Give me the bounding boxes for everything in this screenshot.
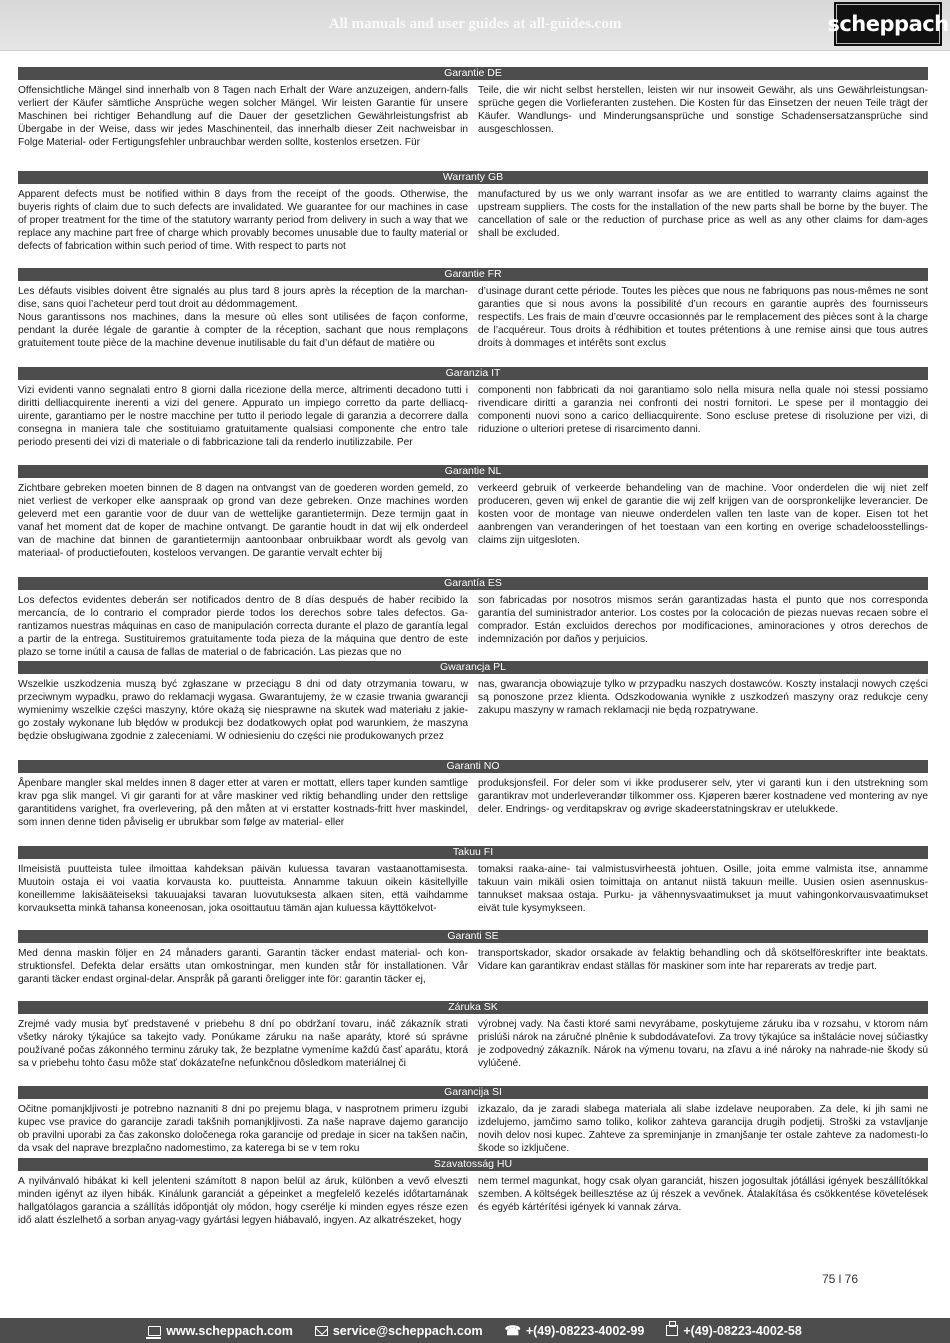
- warranty-section: [18, 1001, 928, 1070]
- paragraph: tomaksi raaka-aine- tai valmistusvirheestä johtuen. Osille, joita emme valmista itse, annamme takuun vain mikäli osien toimittaja on antanut niistä takuun meille. Uusien osien asennuskus-tannukset maksaa ostaja. Purku- ja vähennysvaatimukset ja muut vahingonkorvausvaatimukset eivät tule kysymykseen.: [478, 864, 928, 915]
- paragraph: Zichtbare gebreken moeten binnen de 8 dagen na ontvangst van de goederen worden gemeld, zo niet verliest de verkoper elke aanspraak op grond van deze gebreken. Onze machines worden geleverd met een garantie voor de duur van de wettelijke garantietermijn. Deze termijn gaat in vanaf het moment dat de koper de machine ontvangt. De garantie houdt in dat wij elk onderdeel van de machine dat binnen de garantietermijn aantoonbaar onbruikbaar wordt als gevolg van materiaal- of productiefouten, kosteloos vervangen. De garantie vervalt echter bij: [18, 483, 468, 560]
- warranty-section: [18, 577, 928, 659]
- paragraph: A nyilvánvaló hibákat ki kell jelenteni számított 8 napon belül az áruk, különben a vevő elveszti minden igényt az ilyen hibák. Kinálunk garanciát a gépeinket a megfelelő kezelés időtartamának hallgatólagos garancia a szállítás időpontját oly módon, hogy cserélje ki minden egyes része ezen idő alatt észlelhető a sorban anyag-vagy gyártási legyen hiábavaló, ingyen. Az alkatrészeket, hogy: [18, 1176, 468, 1227]
- section-heading: Takuu FI: [18, 846, 928, 859]
- section-heading: Garanti SE: [18, 930, 928, 943]
- column-right: [478, 678, 928, 743]
- paragraph: výrobnej vady. Na časti ktoré sami nevyrábame, poskytujeme záruku iba v rozsahu, v ktorom nám prislúši nárok na záručné plnênie k subdodávateľovi. Za trovy týkajúce sa inštalácie novej súčiastky je zodpovedný zákazník. Nárok na výmenu tovaru, na zľavu a iné nároky na nahrade-nie škody sú vylúčené.: [478, 1019, 928, 1070]
- footer-web-text: www.scheppach.com: [166, 1323, 293, 1338]
- section-columns: [18, 188, 928, 253]
- column-right: [478, 777, 928, 829]
- column-left: [18, 594, 468, 659]
- column-left: [18, 947, 468, 986]
- section-columns: [18, 1018, 928, 1070]
- warranty-section: [18, 268, 928, 350]
- section-columns: [18, 84, 928, 149]
- section-heading: Garanzia IT: [18, 367, 928, 380]
- column-left: [18, 1018, 468, 1070]
- paragraph: verkeerd gebruik of verkeerde behandeling van de machine. Voor onderdelen die wij niet zelf produceren, geven wij enkel de garantie die wij zelf krijgen van de oorspronkelijke leverancier. De kosten voor de montage van nieuwe onderdelen vallen ten laste van de koper. Eisen tot het aanbrengen van veranderingen of het toestaan van een korting en overige schadeloosstellings-claims zijn uitgesloten.: [478, 483, 928, 547]
- paragraph: Teile, die wir nicht selbst herstellen, leisten wir nur insoweit Gewähr, als uns Gewährleistungsan-sprüche gegen die Vorlieferanten zustehen. Die Kosten für das Einsetzen der neuen Teile trägt der Käufer. Wandlungs- und Minderungsansprüche und sonstige Schadensersatzansprüche sind ausgeschlossen.: [478, 85, 928, 136]
- section-heading: Garantie FR: [18, 268, 928, 281]
- column-left: [18, 285, 468, 350]
- paragraph: izkazalo, da je zaradi slabega materiala ali slabe izdelave neuporaben. Za dele, ki jih sami ne izdelujemo, jamčimo samo toliko, kolikor zahteva garancija drugih podjetij. Stroški za vstavljanje novih delov nosi kupec. Zahteve za spreminjanje in zmanjšanje ter ostale zahteve za nadomestı-lo škode so izključene.: [478, 1104, 928, 1155]
- page-number: 75 l 76: [822, 1272, 859, 1286]
- section-heading: Warranty GB: [18, 171, 928, 184]
- column-right: [478, 594, 928, 659]
- warranty-section: [18, 1086, 928, 1155]
- column-right: [478, 863, 928, 915]
- paragraph: Åpenbare mangler skal meldes innen 8 dager etter at varen er mottatt, ellers taper kunden samtlige krav pga slik mangel. Vi gir garanti for at våre maskiner ved riktig behandling under den rettslige garantitidens varighet, fra overlevering, på den måten at vi erstatter kostnads-fritt hver maskindel, som innen denne tiden påviselig er ubrukbar som følge av material- eller: [18, 778, 468, 829]
- paragraph: manufactured by us we only warrant insofar as we are entitled to warranty claims against the upstream suppliers. The costs for the installation of the new parts shall be borne by the buyer. The cancellation of sale or the reduction of purchase price as well as any other claims for dam-ages shall be excluded.: [478, 189, 928, 240]
- paragraph: nas, gwarancja obowiązuje tylko w przypadku naszych dostawców. Koszty instalacji nowych części są ponoszone przez klienta. Odszkodowania wynikłe z uszkodzeń maszyny oraz redukcje ceny zakupu maszyny w ramach reklamacji nie będą rozpatrywane.: [478, 679, 928, 717]
- column-left: [18, 84, 468, 149]
- column-left: [18, 863, 468, 915]
- section-heading: Garancija SI: [18, 1086, 928, 1099]
- paragraph: son fabricadas por nosotros mismos serán garantizadas hasta el punto que nos corresponda garantía del suministrador anterior. Los costes por la colocación de piezas nuevas recaen sobre el comprador. Están excluidos derechos por modificaciones, aminoraciones y otros derechos de indemnización por daños y perjuicios.: [478, 595, 928, 646]
- paragraph: Los defectos evidentes deberán ser notificados dentro de 8 días después de haber recibido la mercancía, de lo contrario el comprador pierde todos los derechos sobre tales defectos. Ga-rantizamos nuestras máquinas en caso de manipulación correcta durante el plazo de garantía legal a partir de la entrega. Sustituiremos gratuitamente toda pieza de la máquina que dentro de este plazo se torne inútil a causa de fallas de material o de fabricación. Las piezas que no: [18, 595, 468, 659]
- monitor-icon: [148, 1326, 161, 1336]
- warranty-section: [18, 367, 928, 449]
- column-right: [478, 1018, 928, 1070]
- column-right: [478, 188, 928, 253]
- column-right: [478, 1175, 928, 1227]
- section-heading: Garanti NO: [18, 760, 928, 773]
- paragraph: Apparent defects must be notified within 8 days from the receipt of the goods. Otherwise, the buyeris rights of claim due to such defects are invalidated. We guarantee for our machines in case of proper treatment for the time of the statutory warranty period from delivery in such a way that we replace any machine part free of charge which provably becomes unusable due to faulty material or defects of fabrication within such period of time. With respect to parts not: [18, 189, 468, 253]
- footer-phone[interactable]: [505, 1324, 645, 1338]
- column-right: [478, 947, 928, 986]
- section-columns: [18, 1103, 928, 1155]
- paragraph: Offensichtliche Mängel sind innerhalb von 8 Tagen nach Erhalt der Ware anzuzeigen, andern-falls verliert der Käufer sämtliche Ansprüche wegen solcher Mängel. Wir leisten Garantie für unsere Maschinen bei richtiger Behandlung auf die Dauer der gesetzlichen Gewährleistungsfrist ab Übergabe in der Weise, dass wir jedes Maschinenteil, das innerhalb dieser Zeit nachweisbar in Folge Material- oder Fertigungsfehler unbrauchbar werden sollte, kostenlos ersetzen. Für: [18, 85, 468, 149]
- column-left: [18, 188, 468, 253]
- paragraph: Nous garantissons nos machines, dans la mesure où elles sont utilisées de façon conforme, pendant la durée légale de garantie à compter de la réception, sachant que nous remplaçons gratuitement toute pièce de la machine devenue inutilisable du fait d’un défaut de matière ou: [18, 312, 468, 350]
- section-columns: [18, 285, 928, 350]
- column-right: [478, 285, 928, 350]
- section-columns: [18, 1175, 928, 1227]
- column-right: [478, 384, 928, 449]
- paragraph: Vizi evidenti vanno segnalati entro 8 giorni dalla ricezione della merce, altrimenti decadono tutti i diritti delliacquirente inerenti a vizi del genere. Appurato un impiego corretto da parte delliacq-uirente, garantiamo per le nostre macchine per tutto il periodo legale di garanzia a decorrere dalla consegna in maniera tale che sostituiamo gratuitamente qualsiasi componente che entro tale periodo presenti dei vizi di materiale o di fabbricazione tali da renderlo inutilizzabile. Per: [18, 385, 468, 449]
- warranty-section: [18, 930, 928, 986]
- paragraph: d’usinage durant cette période. Toutes les pièces que nous ne fabriquons pas nous-mêmes ne sont garanties que si nous avons la possibilité d’un recours en garantie auprès des fournisseurs respectifs. Les frais de main d’œuvre occasionnés par le remplacement des pièces sont à la charge de l’acquéreur. Tous droits à rédhibition et toutes prétentions à une remise ainsi que tous autres droits à dommages et intérêts sont exclus: [478, 286, 928, 350]
- footer-phone-text: +(49)-08223-4002-99: [525, 1323, 645, 1338]
- warranty-section: [18, 760, 928, 829]
- column-left: [18, 1175, 468, 1227]
- watermark: All manuals and user guides at all-guides.com: [328, 16, 622, 32]
- column-left: [18, 678, 468, 743]
- column-right: [478, 482, 928, 561]
- paragraph: Zrejmé vady musia byť predstavené v priebehu 8 dní po obdržaní tovaru, ináč zákazník strati všetky nároky týkajúce sa takejto vady. Ponúkame záruku na naše aparáty, ktoré sú správne používané počas zákonného terminu záruky tak, že bezplatne vymeníme každú časť aparátu, ktorá sa v priebehu tohto času môže stať dokázateľne nefunkčnou dôsledkom materiálnej či: [18, 1019, 468, 1070]
- footer-web[interactable]: [148, 1324, 293, 1338]
- section-columns: [18, 594, 928, 659]
- warranty-section: [18, 465, 928, 561]
- footer-fax[interactable]: [666, 1324, 802, 1338]
- footer-bar: [0, 1318, 950, 1343]
- column-left: [18, 482, 468, 561]
- footer-email-text: service@scheppach.com: [332, 1323, 483, 1338]
- warranty-section: [18, 67, 928, 149]
- section-columns: [18, 482, 928, 561]
- paragraph: nem termel magunkat, hogy csak olyan garanciát, hiszen jogosultak jótállási igények beszállítókkal szemben. A költségek beillesztése az új részek a vevőnek. Átalakítása és csökkentése követelések és egyéb kártérítési igények ki vannak zárva.: [478, 1176, 928, 1214]
- paragraph: Wszelkie uszkodzenia muszą być zgłaszane w przeciągu 8 dni od daty otrzymania towaru, w przeciwnym wypadku, prawo do reklamacji wygasa. Gwarantujemy, że w czasie trwania gwarancji wymienimy wszelkie części maszyny, które okażą się niesprawne na skutek wad materiału z jakie-go zostały wykonane lub błędów w produkcji bez dodatkowych opłat pod warunkiem, że maszyna będzie obsługiwana zgodnie z zaleceniami. W odniesieniu do części nie produkowanych przez: [18, 679, 468, 743]
- section-heading: Szavatosság HU: [18, 1158, 928, 1171]
- warranty-section: [18, 661, 928, 743]
- paragraph: produksjonsfeil. For deler som vi ikke produserer selv, yter vi garanti kun i den utstrekning som garantikrav mot underleverandør tilkommer oss. Kjøperen bærer kostnadene ved montering av nye deler. Endrings- og verditapskrav og øvrige skadeerstatningskrav er utelukkede.: [478, 778, 928, 816]
- warranty-section: [18, 171, 928, 253]
- paragraph: componenti non fabbricati da noi garantiamo solo nella misura nella quale noi stessi possiamo rivendicare diritti a garanzia nei confronti dei nostri fornitori. Le spese per il montaggio dei componenti nuovi sono a carico delliacquirente. Sono escluse pretese di risoluzione per vizi, di riduzione o ulteriori pretese di risarcimento danni.: [478, 385, 928, 436]
- fax-icon: [666, 1325, 678, 1336]
- column-left: [18, 384, 468, 449]
- phone-icon: ☎: [504, 1323, 521, 1338]
- scheppach-logo: scheppach: [834, 2, 942, 46]
- column-left: [18, 777, 468, 829]
- paragraph: transportskador, skador orsakade av felaktig behandling och då skötselföreskrifter inte beaktats. Vidare kan garantikrav endast ställas för maskiner som inte har reparerats av tredje part.: [478, 948, 928, 973]
- paragraph: Ilmeisistä puutteista tulee ilmoittaa kahdeksan päivän kuluessa tavaran vastaanottamisesta. Muutoin ostaja ei voi vaatia korvausta ko. puutteista. Annamme takuun oikein käsitellyille koneillemme lakisääteiseksi takuuajaksi tavaran luovutuksesta alkaen siten, että vaihdamme korvauksetta minkä tahansa koneenosan, joka osoittautuu tämän ajan kuluessa käyttökelvot-: [18, 864, 468, 915]
- column-right: [478, 84, 928, 149]
- section-heading: Garantía ES: [18, 577, 928, 590]
- warranty-section: [18, 846, 928, 915]
- paragraph: Očitne pomanjkljivosti je potrebno naznaniti 8 dni po prejemu blaga, v nasprotnem primeru izgubi kupec vse pravice do garancije zaradi takšnih pomanjkljivosti. Za naše naprave dajemo garancijo ob pravilni uporabi za čas zakonsko določenega roka garancije od predaje in sicer na takšen način, da vsak del naprave brezplačno nadomestimo, za katerega bi se v tem roku: [18, 1104, 468, 1155]
- footer-fax-text: +(49)-08223-4002-58: [683, 1323, 802, 1338]
- section-heading: Garantie DE: [18, 67, 928, 80]
- section-columns: [18, 384, 928, 449]
- section-columns: [18, 678, 928, 743]
- column-right: [478, 1103, 928, 1155]
- warranty-section: [18, 1158, 928, 1227]
- section-columns: [18, 947, 928, 986]
- column-left: [18, 1103, 468, 1155]
- section-heading: Gwarancja PL: [18, 661, 928, 674]
- section-heading: Garantie NL: [18, 465, 928, 478]
- top-bar: [0, 0, 950, 51]
- paragraph: Med denna maskin följer en 24 månaders garanti. Garantin täcker endast material- och kon-struktionsfel. Defekta delar ersätts utan omkostningar, men kunden står för installationen. Vår garanti täcker endast orginal-delar. Anspråk på garanti ôreligger inte för: garantin täcker ej,: [18, 948, 468, 986]
- paragraph: Les défauts visibles doivent être signalés au plus tard 8 jours après la réception de la marchan-dise, sans quoi l’acheteur perd tout droit au dédommagement.: [18, 286, 468, 311]
- footer-email[interactable]: [315, 1324, 483, 1338]
- section-columns: [18, 863, 928, 915]
- section-columns: [18, 777, 928, 829]
- envelope-icon: [315, 1326, 328, 1336]
- section-heading: Záruka SK: [18, 1001, 928, 1014]
